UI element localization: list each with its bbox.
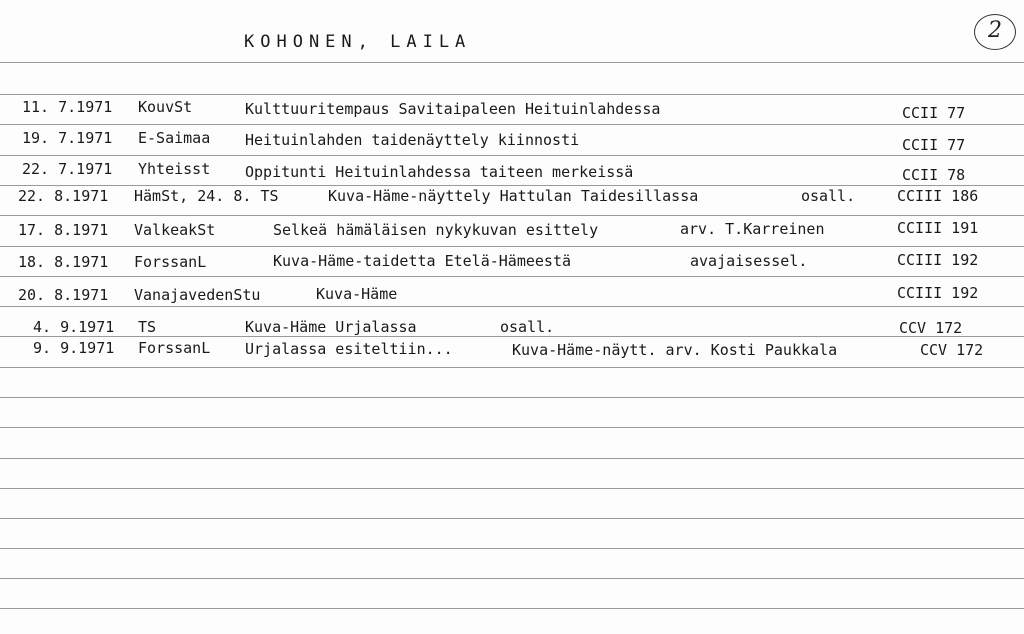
entry-note: avajaisessel. [690, 252, 808, 270]
entry-source: TS [138, 318, 157, 336]
entry-ref: CCII 77 [902, 104, 966, 122]
rule-line [0, 397, 1024, 398]
entry-source: ForssanL [138, 339, 211, 357]
entry-date: 22. 8.1971 [18, 187, 109, 205]
rule-line [0, 185, 1024, 186]
entry-source: VanajavedenStu [134, 286, 261, 304]
page-number-circle: 2 [974, 14, 1016, 50]
rule-line [0, 548, 1024, 549]
rule-line [0, 246, 1024, 247]
entry-note: Kuva-Häme-näytt. arv. Kosti Paukkala [512, 341, 838, 359]
card-title: KOHONEN, LAILA [244, 32, 472, 52]
entry-text: Selkeä hämäläisen nykykuvan esittely [273, 221, 599, 239]
rule-line [0, 427, 1024, 428]
entry-date: 11. 7.1971 [22, 98, 113, 116]
entry-note: osall. [801, 187, 856, 205]
rule-line [0, 94, 1024, 95]
rule-line [0, 336, 1024, 337]
entry-date: 19. 7.1971 [22, 129, 113, 147]
entry-ref: CCIII 192 [897, 251, 979, 269]
entry-source: E-Saimaa [138, 129, 211, 147]
entry-ref: CCIII 192 [897, 284, 979, 302]
entry-date: 18. 8.1971 [18, 253, 109, 271]
rule-line [0, 458, 1024, 459]
rule-line [0, 62, 1024, 63]
entry-ref: CCII 78 [902, 166, 966, 184]
rule-line [0, 215, 1024, 216]
entry-date: 20. 8.1971 [18, 286, 109, 304]
rule-line [0, 488, 1024, 489]
entry-text: Kulttuuritempaus Savitaipaleen Heituinlahdessa [245, 100, 661, 118]
rule-line [0, 155, 1024, 156]
rule-line [0, 124, 1024, 125]
entry-ref: CCII 77 [902, 136, 966, 154]
entry-text: Urjalassa esiteltiin... [245, 340, 453, 358]
entry-date: 9. 9.1971 [33, 339, 115, 357]
entry-text: Heituinlahden taidenäyttely kiinnosti [245, 131, 580, 149]
entry-source: ValkeakSt [134, 221, 216, 239]
rule-line [0, 367, 1024, 368]
entry-date: 4. 9.1971 [33, 318, 115, 336]
entry-ref: CCV 172 [899, 319, 963, 337]
entry-ref: CCIII 186 [897, 187, 979, 205]
entry-date: 17. 8.1971 [18, 221, 109, 239]
entry-source: HämSt, 24. 8. TS [134, 187, 279, 205]
entry-ref: CCV 172 [920, 341, 984, 359]
rule-line [0, 518, 1024, 519]
entry-source: Yhteisst [138, 160, 211, 178]
entry-date: 22. 7.1971 [22, 160, 113, 178]
entry-note: osall. [500, 318, 555, 336]
entry-text: Oppitunti Heituinlahdessa taiteen merkeissä [245, 163, 634, 181]
rule-line [0, 608, 1024, 609]
rule-line [0, 306, 1024, 307]
rule-line [0, 276, 1024, 277]
entry-text: Kuva-Häme-taidetta Etelä-Hämeestä [273, 252, 572, 270]
entry-ref: CCIII 191 [897, 219, 979, 237]
entry-source: KouvSt [138, 98, 193, 116]
entry-note: arv. T.Karreinen [680, 220, 825, 238]
entry-text: Kuva-Häme-näyttely Hattulan Taidesillassa [328, 187, 699, 205]
rule-line [0, 578, 1024, 579]
entry-source: ForssanL [134, 253, 207, 271]
entry-text: Kuva-Häme [316, 285, 398, 303]
entry-text: Kuva-Häme Urjalassa [245, 318, 417, 336]
